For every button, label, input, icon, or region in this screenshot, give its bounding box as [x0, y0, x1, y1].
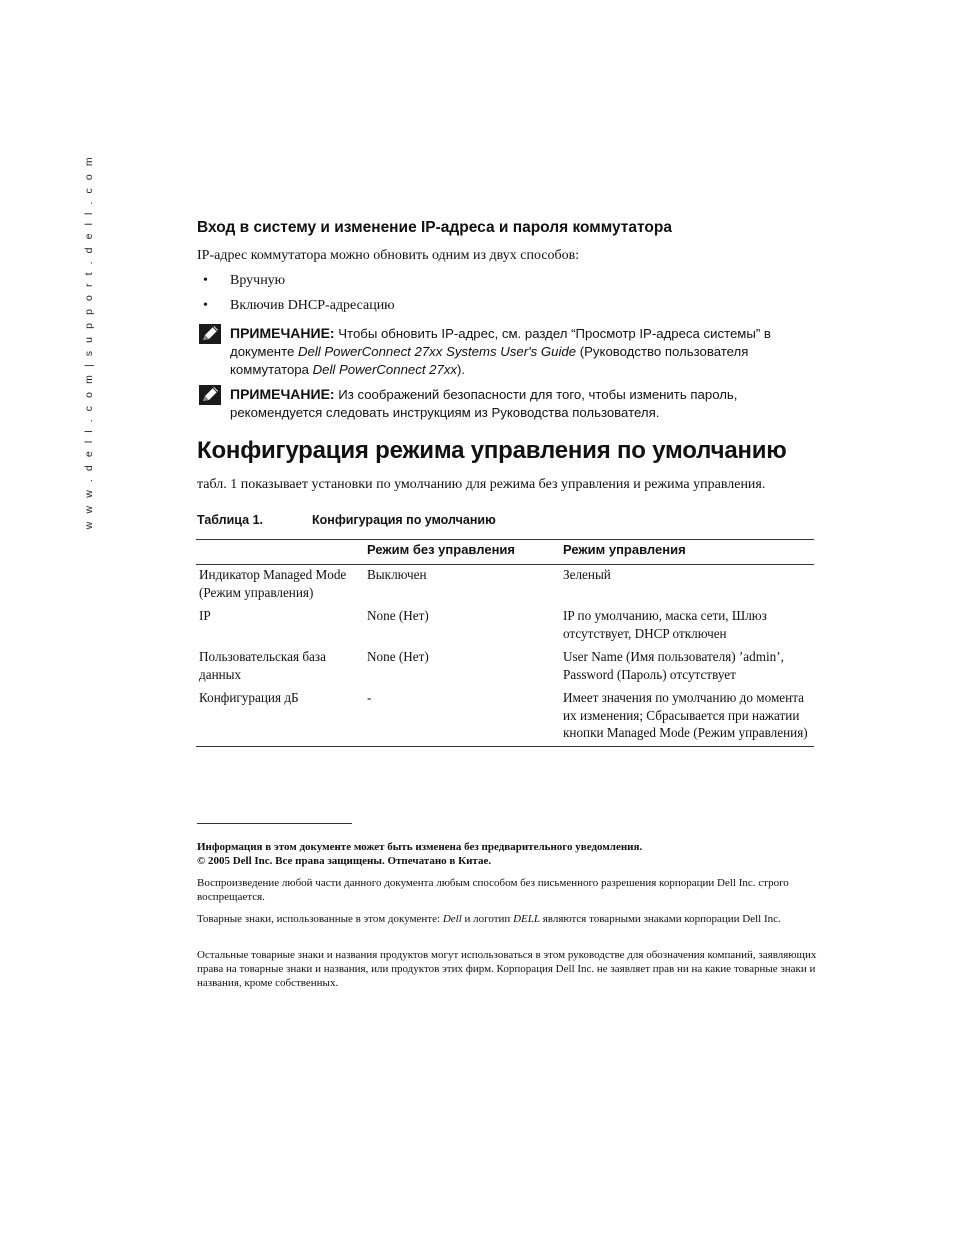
- bullet-text: Включив DHCP-адресацию: [230, 298, 395, 313]
- pencil-note-icon: [199, 385, 221, 405]
- note-text-part: (Руководство пользователя коммутатора: [230, 344, 749, 377]
- side-url-text: w w w . d e l l . c o m | s u p p o r t . d e l l . c o m: [83, 154, 96, 530]
- table-cell: Конфигурация дБ: [199, 690, 299, 705]
- table-row: [196, 688, 814, 746]
- footer-copyright-line: © 2005 Dell Inc. Все права защищены. Отпечатано в Китае.: [197, 855, 492, 867]
- table-intro-paragraph: табл. 1 показывает установки по умолчанию для режима без управления и режима управления.: [197, 477, 766, 492]
- table-cell: None (Нет): [367, 649, 429, 664]
- footer-trademarks-text: и логотип: [461, 913, 514, 925]
- table-header-cell: Режим управления: [563, 542, 686, 557]
- note-text-part: Из соображений безопасности для того, чтобы изменить пароль, рекомендуется следовать инструкциям из Руководства пользователя.: [230, 387, 738, 420]
- note-text-part: Чтобы обновить IP-адрес, см. раздел “Просмотр IP-адреса системы” в документе: [230, 326, 771, 359]
- table-cell: None (Нет): [367, 608, 429, 623]
- table-caption-title: Конфигурация по умолчанию: [312, 513, 496, 527]
- note-text-part: ).: [457, 362, 466, 377]
- intro-paragraph: IP-адрес коммутатора можно обновить одним из двух способов:: [197, 248, 580, 263]
- table-caption-number: Таблица 1.: [197, 513, 263, 527]
- table-header-row: [196, 540, 814, 565]
- table-cell: Пользовательская база данных: [199, 649, 326, 682]
- note-label: ПРИМЕЧАНИЕ:: [230, 386, 335, 402]
- footer-notice: [197, 840, 817, 868]
- table-cell: Зеленый: [563, 567, 611, 582]
- table-cell: Индикатор Managed Mode (Режим управления): [199, 567, 347, 600]
- table-cell: -: [367, 690, 372, 705]
- footer-reproduction: Воспроизведение любой части данного документа любым способом без письменного разрешения корпорации Dell Inc. строго воспрещается.: [197, 877, 789, 903]
- table-cell: Выключен: [367, 567, 427, 582]
- note-block: [197, 385, 817, 423]
- note-text: [230, 324, 820, 379]
- footer-trademarks: [197, 912, 817, 926]
- side-url-margin-text: [80, 154, 98, 530]
- bullet-dot-icon: •: [203, 298, 208, 313]
- note-doc-title: Dell PowerConnect 27xx Systems User's Guide: [297, 344, 577, 359]
- footnote-divider: [197, 823, 352, 824]
- bullet-dot-icon: •: [203, 273, 208, 288]
- table-cell: IP по умолчанию, маска сети, Шлюз отсутствует, DHCP отключен: [563, 608, 767, 641]
- bullet-text: Вручную: [230, 273, 286, 288]
- section-heading-config: Конфигурация режима управления по умолчанию: [197, 437, 787, 464]
- pencil-note-icon: [199, 324, 221, 344]
- footer-trademark-dell-logo: DELL: [513, 913, 540, 925]
- table-caption: [197, 513, 496, 527]
- note-text: [230, 385, 820, 422]
- table-row: [196, 647, 814, 688]
- default-config-table: [196, 539, 814, 747]
- table-header-cell: [196, 540, 364, 565]
- footer-trademark-dell: Dell: [442, 913, 462, 925]
- table-row: [196, 565, 814, 607]
- footer-trademarks-text: являются товарными знаками корпорации Dell Inc.: [539, 913, 781, 925]
- table-header-cell: Режим без управления: [367, 542, 515, 557]
- note-product-name: Dell PowerConnect 27xx: [312, 362, 458, 377]
- note-block: [197, 324, 817, 380]
- section-heading-login: Вход в систему и изменение IP-адреса и пароля коммутатора: [197, 219, 672, 236]
- table-cell: IP: [199, 608, 211, 623]
- footer-trademarks-text: Товарные знаки, использованные в этом документе:: [197, 913, 443, 925]
- footer-other-marks: Остальные товарные знаки и названия продуктов могут использоваться в этом руководстве для обозначения компаний, заявляющих права на товарные знаки и названия, или продуктов этих фирм. Корпорация Dell Inc. не заявляет прав ни на какие товарные знаки и названия, кроме собственных.: [197, 949, 817, 989]
- footer-notice-line: Информация в этом документе может быть изменена без предварительного уведомления.: [197, 841, 643, 853]
- note-label: ПРИМЕЧАНИЕ:: [230, 325, 335, 341]
- table-cell: Имеет значения по умолчанию до момента их изменения; Сбрасывается при нажатии кнопки Managed Mode (Режим управления): [563, 690, 808, 740]
- table-cell: User Name (Имя пользователя) ’admin’, Password (Пароль) отсутствует: [563, 649, 784, 682]
- table-row: [196, 606, 814, 647]
